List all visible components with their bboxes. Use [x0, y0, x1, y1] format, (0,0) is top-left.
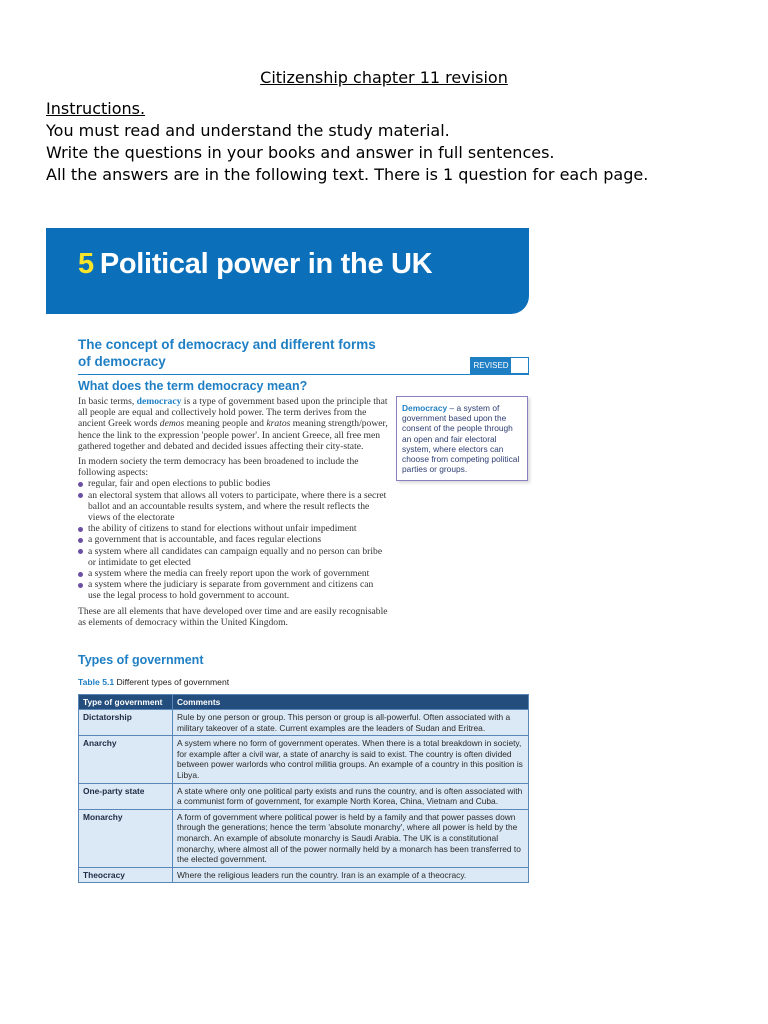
types-title: Types of government — [78, 653, 204, 667]
instruction-line: All the answers are in the following text. There is 1 question for each page. — [46, 165, 649, 184]
list-item: an electoral system that allows all voters to participate, where there is a secret ballot and an accountable results system, and where the result reflects the views of the electorate — [78, 490, 388, 524]
definition-box — [396, 396, 528, 481]
revised-checkbox — [470, 357, 529, 374]
table-row — [79, 710, 529, 736]
chapter-heading — [78, 248, 432, 281]
study-material-page — [46, 228, 529, 900]
government-comment: Rule by one person or group. This person or group is all-powerful. Often associated with a military takeover of a state. Current examples are the leaders of Sudan and Eritrea. — [173, 710, 529, 736]
table-row — [79, 809, 529, 867]
government-types-table — [78, 694, 529, 883]
definition-text: – a system of government based upon the consent of the people through an open and fair electoral system, where electors can choose from competing political parties or groups. — [402, 403, 520, 475]
list-item: a system where all candidates can campaign equally and no person can bribe or intimidate to get elected — [78, 546, 388, 568]
government-type: Monarchy — [79, 809, 173, 867]
government-type: Dictatorship — [79, 710, 173, 736]
aspects-intro: In modern society the term democracy has been broadened to include the following aspects: — [78, 456, 359, 479]
chapter-banner — [46, 228, 529, 314]
government-type: Theocracy — [79, 867, 173, 883]
instructions-heading: Instructions. — [46, 99, 146, 118]
government-comment: A state where only one political party exists and runs the country, and is often associated with a communist form of government, for example North Korea, China, Vietnam and Cuba. — [173, 783, 529, 809]
definition-term: Democracy — [402, 403, 448, 413]
revised-label: REVISED — [471, 358, 511, 373]
intro-paragraph: In basic terms, democracy is a type of government based upon the principle that all people are equal and collectively hold power. The term derives from the ancient Greek words demos meaning people and kratos meaning strength/power, hence the link to the expression 'people power'. In ancient Greece, all free men gathered together and debated and decided issues affecting their city-state. — [78, 396, 388, 452]
instruction-line: You must read and understand the study material. — [46, 121, 450, 140]
document-title: Citizenship chapter 11 revision — [260, 68, 508, 87]
subsection-title: What does the term democracy mean? — [78, 379, 308, 393]
government-type: Anarchy — [79, 736, 173, 783]
list-item: a system where the judiciary is separate from government and citizens can use the legal process to hold government to account. — [78, 579, 388, 601]
government-comment: A form of government where political power is held by a family and that power passes down through the generations; hence the term 'absolute monarchy', where all power is held by the monarch. An example of absolute monarchy is Saudi Arabia. The UK is a constitutional monarchy, where almost all of the power normally held by a monarch has been transferred to the elected government. — [173, 809, 529, 867]
section-title: The concept of democracy and different forms of democracy — [78, 337, 376, 369]
body-text — [78, 396, 388, 628]
instruction-line: Write the questions in your books and answer in full sentences. — [46, 143, 555, 162]
list-item: a government that is accountable, and faces regular elections — [78, 534, 388, 545]
aspects-list — [78, 478, 388, 601]
government-comment: A system where no form of government operates. When there is a total breakdown in society, for example after a civil war, a state of anarchy is said to exist. The country is often divided between power warlords who control militia groups. An example of a country in this position is Libya. — [173, 736, 529, 783]
table-header: Type of government — [79, 695, 173, 710]
keyword-democracy: democracy — [136, 396, 182, 407]
table-row — [79, 867, 529, 883]
list-item: regular, fair and open elections to public bodies — [78, 478, 388, 489]
list-item: a system where the media can freely report upon the work of government — [78, 568, 388, 579]
table-header-row — [79, 695, 529, 710]
table-row — [79, 736, 529, 783]
table-header: Comments — [173, 695, 529, 710]
government-type: One-party state — [79, 783, 173, 809]
closing-paragraph: These are all elements that have developed over time and are easily recognisable as elements of democracy within the United Kingdom. — [78, 605, 388, 628]
instructions-block — [46, 98, 736, 186]
table-caption: Table 5.1 Different types of government — [78, 677, 230, 687]
table-row — [79, 783, 529, 809]
chapter-number: 5 — [78, 248, 94, 280]
chapter-title: Political power in the UK — [99, 248, 433, 280]
list-item: the ability of citizens to stand for elections without unfair impediment — [78, 523, 388, 534]
section-divider — [78, 374, 529, 375]
government-comment: Where the religious leaders run the country. Iran is an example of a theocracy. — [173, 867, 529, 883]
